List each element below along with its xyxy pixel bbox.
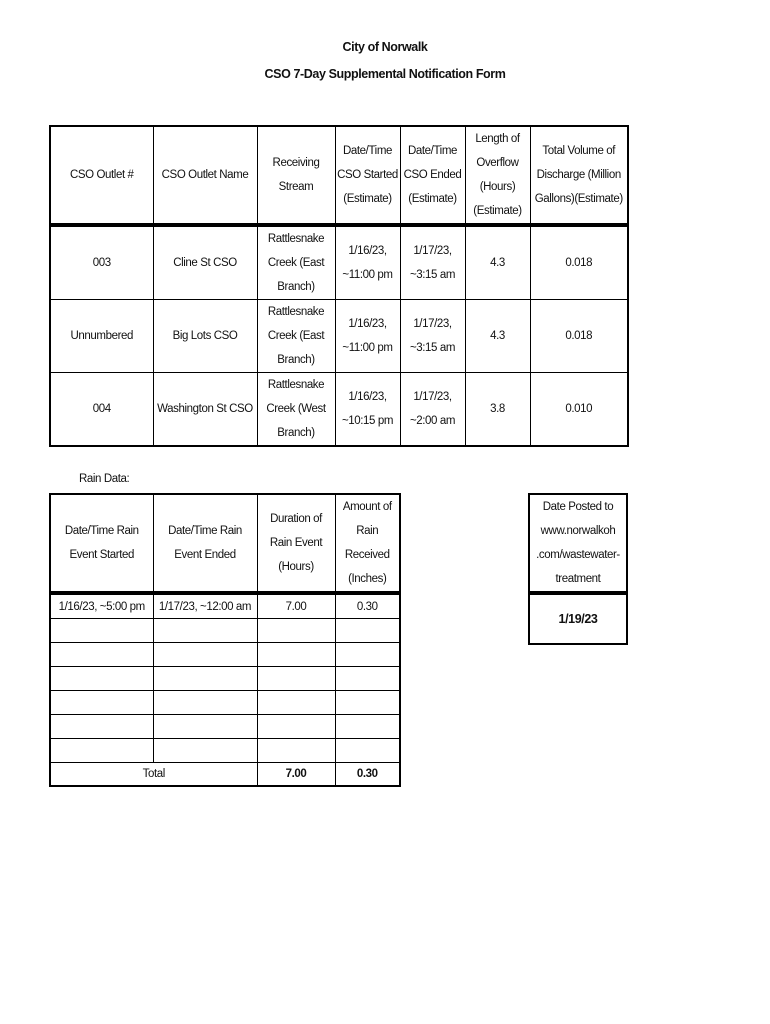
table-row [50,691,400,715]
outlet-name-cell: Washington St CSO [153,373,257,447]
started-cell: 1/16/23, ~10:15 pm [335,373,400,447]
length-cell: 3.8 [465,373,530,447]
started-cell: 1/16/23, ~11:00 pm [335,225,400,300]
table-row [50,739,400,763]
header-cell: Receiving Stream [257,126,335,225]
rain-duration-cell [257,667,335,691]
rain-start-cell [50,739,153,763]
ended-cell: 1/17/23, ~2:00 am [400,373,465,447]
rain-data-table [49,493,401,787]
rain-amount-cell: 0.30 [335,593,400,619]
cso-header-row [50,126,628,225]
rain-amount-cell [335,739,400,763]
rain-start-cell [50,691,153,715]
outlet-number-cell: 004 [50,373,153,447]
rain-end-cell [153,643,257,667]
date-posted-label: Date Posted to www.norwalkoh .com/wastewater-treatment [529,494,627,593]
date-posted-value: 1/19/23 [529,593,627,644]
header-cell: Date/Time Rain Event Started [50,494,153,593]
header-cell: Total Volume of Discharge (Million Gallons)(Estimate) [530,126,628,225]
volume-cell: 0.010 [530,373,628,447]
rain-end-cell: 1/17/23, ~12:00 am [153,593,257,619]
receiving-stream-cell: Rattlesnake Creek (East Branch) [257,300,335,373]
table-row [50,619,400,643]
header-cell: Length of Overflow (Hours) (Estimate) [465,126,530,225]
total-label: Total [50,763,257,787]
rain-amount-cell [335,643,400,667]
outlet-number-cell: Unnumbered [50,300,153,373]
header-cell: Date/Time CSO Ended (Estimate) [400,126,465,225]
form-title: CSO 7-Day Supplemental Notification Form [264,67,506,81]
receiving-stream-cell: Rattlesnake Creek (East Branch) [257,225,335,300]
outlet-number-cell: 003 [50,225,153,300]
receiving-stream-cell: Rattlesnake Creek (West Branch) [257,373,335,447]
rain-duration-cell [257,715,335,739]
table-row [50,643,400,667]
header-cell: CSO Outlet Name [153,126,257,225]
total-duration-cell: 7.00 [257,763,335,787]
rain-amount-cell [335,667,400,691]
cso-overflow-table [49,125,629,447]
rain-start-cell [50,643,153,667]
rain-duration-cell [257,739,335,763]
rain-start-cell [50,619,153,643]
rain-end-cell [153,739,257,763]
started-cell: 1/16/23, ~11:00 pm [335,300,400,373]
rain-duration-cell [257,619,335,643]
table-row [50,373,628,447]
form-org-title: City of Norwalk [342,40,428,54]
rain-end-cell [153,619,257,643]
rain-end-cell [153,667,257,691]
header-cell: Date/Time CSO Started (Estimate) [335,126,400,225]
rain-end-cell [153,691,257,715]
rain-start-cell: 1/16/23, ~5:00 pm [50,593,153,619]
rain-start-cell [50,667,153,691]
rain-duration-cell [257,643,335,667]
rain-start-cell [50,715,153,739]
header-cell: Duration of Rain Event (Hours) [257,494,335,593]
rain-header-row [50,494,400,593]
table-row [50,667,400,691]
outlet-name-cell: Cline St CSO [153,225,257,300]
volume-cell: 0.018 [530,225,628,300]
header-cell: CSO Outlet # [50,126,153,225]
rain-duration-cell [257,691,335,715]
ended-cell: 1/17/23, ~3:15 am [400,225,465,300]
rain-amount-cell [335,619,400,643]
length-cell: 4.3 [465,225,530,300]
length-cell: 4.3 [465,300,530,373]
table-row [50,225,628,300]
date-posted-box [528,493,628,645]
rain-data-label: Rain Data: [79,473,130,485]
volume-cell: 0.018 [530,300,628,373]
rain-duration-cell: 7.00 [257,593,335,619]
table-row [50,593,400,619]
total-row [50,763,400,787]
table-row [50,300,628,373]
rain-end-cell [153,715,257,739]
ended-cell: 1/17/23, ~3:15 am [400,300,465,373]
outlet-name-cell: Big Lots CSO [153,300,257,373]
header-cell: Date/Time Rain Event Ended [153,494,257,593]
total-amount-cell: 0.30 [335,763,400,787]
rain-amount-cell [335,715,400,739]
rain-amount-cell [335,691,400,715]
header-cell: Amount of Rain Received (Inches) [335,494,400,593]
table-row [50,715,400,739]
